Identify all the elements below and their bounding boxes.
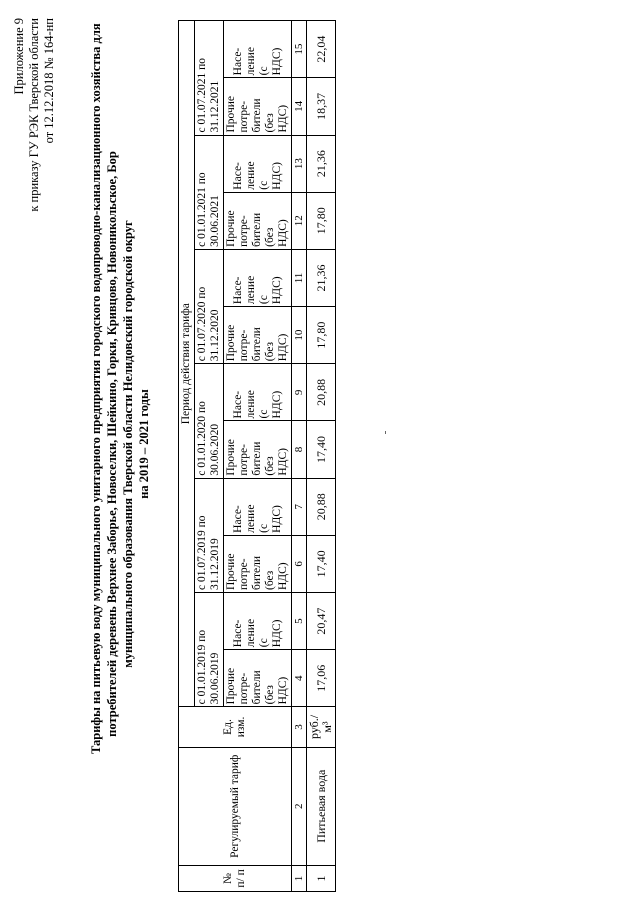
column-number: 2	[292, 747, 307, 865]
appendix-date: от 12.12.2018 № 164-нп	[42, 18, 56, 144]
column-number-row	[292, 21, 307, 892]
period-header: с 01.01.2020 по 30.06.2020	[195, 364, 224, 478]
document-title	[88, 23, 152, 754]
category-other	[224, 78, 292, 135]
row-tariff-name: Питьевая вода	[307, 747, 336, 865]
category-population-label: Насе- ление (с НДС)	[231, 504, 283, 533]
category-other	[224, 421, 292, 478]
category-other	[224, 535, 292, 592]
header-unit: Ед. изм.	[179, 707, 292, 747]
category-population	[224, 135, 292, 192]
category-population-label: Насе- ление (с НДС)	[231, 618, 283, 648]
column-number: 15	[292, 21, 307, 78]
column-number: 11	[292, 249, 307, 306]
category-other	[224, 650, 292, 707]
title-line-2: потребителей деревень Верхнее Заборье, Новоселки, Шейкино, Горки, Кривцово, Новоникольское, Бор	[105, 151, 119, 737]
header-no: № п/ п	[179, 865, 292, 891]
column-number: 12	[292, 192, 307, 249]
scan-speck	[385, 431, 386, 434]
category-population	[224, 249, 292, 306]
period-header: с 01.07.2019 по 31.12.2019	[195, 478, 224, 592]
title-line-1: Тарифы на питьевую воду муниципального унитарного предприятия городского водопроводно-канализационного хозяйства для	[89, 23, 103, 754]
tariff-value: 20,88	[307, 364, 336, 421]
column-number: 13	[292, 135, 307, 192]
category-population-label: Насе- ление (с НДС)	[231, 390, 283, 419]
column-number: 5	[292, 593, 307, 650]
column-number: 14	[292, 78, 307, 135]
category-other-label: Прочие потре- бители (без НДС)	[225, 324, 289, 362]
category-population	[224, 364, 292, 421]
appendix-number: Приложение 9	[12, 18, 26, 95]
category-population-label: Насе- ление (с НДС)	[231, 275, 283, 305]
period-header: с 01.01.2021 по 30.06.2021	[195, 135, 224, 249]
tariff-value: 17,40	[307, 421, 336, 478]
tariff-value: 21,36	[307, 135, 336, 192]
appendix-header	[12, 18, 57, 378]
table-row	[307, 21, 336, 892]
category-other	[224, 307, 292, 364]
period-header: с 01.07.2020 по 31.12.2020	[195, 249, 224, 363]
category-population-label: Насе- ление (с НДС)	[231, 47, 283, 76]
category-population	[224, 593, 292, 650]
title-line-4: на 2019 – 2021 годы	[137, 389, 151, 499]
header-period: Период действия тарифа	[179, 21, 195, 707]
period-header: с 01.07.2021 по 31.12.2021	[195, 21, 224, 136]
category-population-label: Насе- ление (с НДС)	[231, 161, 283, 190]
column-number: 6	[292, 535, 307, 592]
header-row-1	[179, 21, 195, 892]
tariff-value: 20,88	[307, 478, 336, 535]
column-number: 1	[292, 865, 307, 891]
tariff-value: 21,36	[307, 249, 336, 306]
category-population	[224, 478, 292, 535]
category-other-label: Прочие потре- бители (без НДС)	[225, 667, 289, 705]
column-number: 4	[292, 650, 307, 707]
appendix-order: к приказу ГУ РЭК Тверской области	[27, 18, 41, 212]
tariff-value: 18,37	[307, 78, 336, 135]
tariff-value: 22,04	[307, 21, 336, 78]
column-number: 3	[292, 707, 307, 747]
category-other-label: Прочие потре- бители (без НДС)	[225, 210, 289, 247]
category-population	[224, 21, 292, 78]
category-other-label: Прочие потре- бители (без НДС)	[225, 439, 289, 476]
header-tariff: Регулируемый тариф	[179, 747, 292, 865]
tariff-value: 17,80	[307, 192, 336, 249]
column-number: 10	[292, 307, 307, 364]
column-number: 8	[292, 421, 307, 478]
category-other-label: Прочие потре- бители (без НДС)	[225, 553, 289, 591]
row-number: 1	[307, 865, 336, 891]
category-other	[224, 192, 292, 249]
tariff-value: 17,06	[307, 650, 336, 707]
tariff-value: 20,47	[307, 593, 336, 650]
category-other-label: Прочие потре- бители (без НДС)	[225, 95, 289, 133]
column-number: 7	[292, 478, 307, 535]
tariff-value: 17,40	[307, 535, 336, 592]
period-header: с 01.01.2019 по 30.06.2019	[195, 593, 224, 707]
tariff-table	[178, 20, 336, 892]
title-line-3: муниципального образования Тверской области Нелидовский городской округ	[121, 220, 135, 668]
column-number: 9	[292, 364, 307, 421]
row-unit: руб./м³	[307, 707, 336, 747]
tariff-value: 17,80	[307, 307, 336, 364]
